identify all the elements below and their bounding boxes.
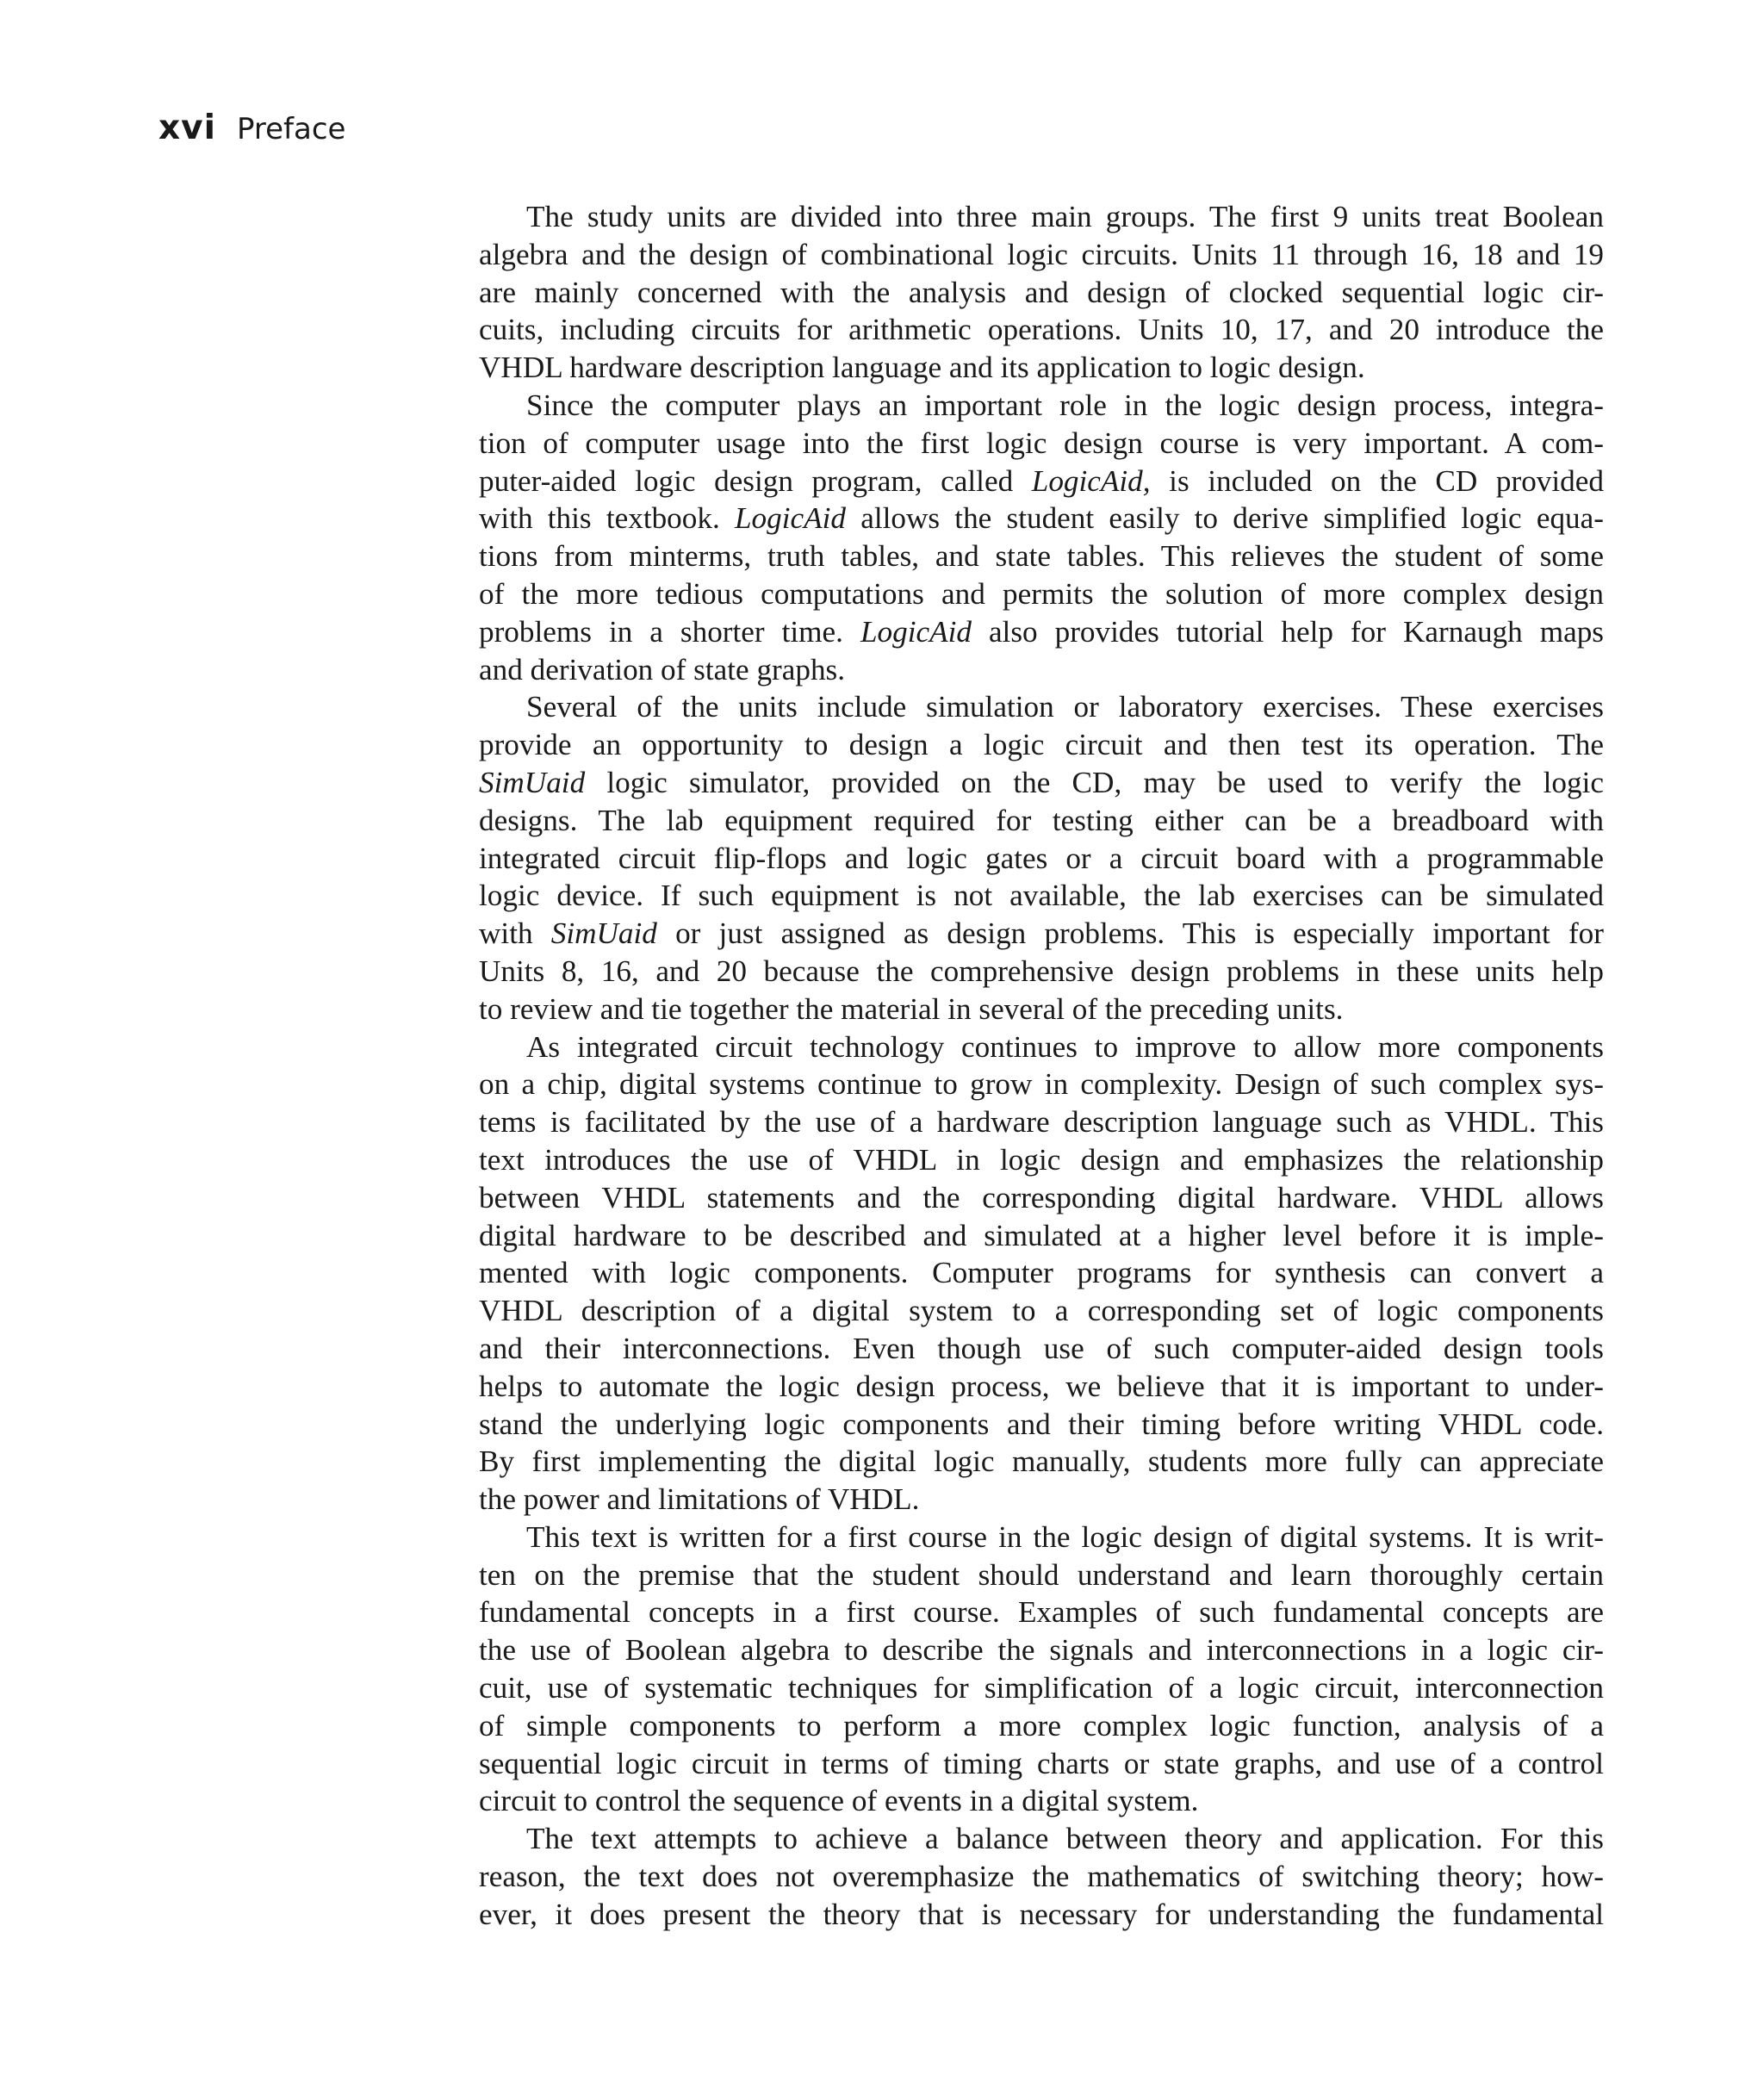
paragraph [479, 1519, 1604, 1820]
text-line: This text is written for a first course in the logic design of digital systems. It is writ- [526, 1519, 1604, 1554]
paragraph [479, 688, 1604, 1028]
text-line: The study units are divided into three main groups. The first 9 units treat Boolean [526, 200, 1604, 233]
text-line: helps to automate the logic design process, we believe that it is important to under- [479, 1369, 1604, 1403]
text-line: tems is facilitated by the use of a hardware description language such as VHDL. This [479, 1105, 1604, 1140]
text-line: with SimUaid or just assigned as design problems. This is especially important for [479, 916, 1604, 951]
italic-term: LogicAid, [1031, 463, 1151, 498]
running-head: Preface [236, 112, 346, 146]
text-line: cuit, use of systematic techniques for simplification of a logic circuit, interconnection [479, 1671, 1604, 1705]
italic-term: SimUaid [479, 765, 586, 799]
text-line: Units 8, 16, and 20 because the comprehensive design problems in these units help [479, 954, 1604, 988]
text-line: tions from minterms, truth tables, and state tables. This relieves the student of some [479, 539, 1604, 574]
text-line: digital hardware to be described and simulated at a higher level before it is imple- [479, 1218, 1604, 1252]
text-line: circuit to control the sequence of events in a digital system. [479, 1784, 1199, 1818]
text-line: are mainly concerned with the analysis and design of clocked sequential logic cir- [479, 275, 1604, 309]
page-number: xvi [158, 109, 216, 147]
text-line: Since the computer plays an important role in the logic design process, integra- [526, 388, 1604, 422]
body-text [479, 198, 1604, 1934]
text-line: fundamental concepts in a first course. Examples of such fundamental concepts are [479, 1595, 1604, 1630]
text-line: on a chip, digital systems continue to grow in complexity. Design of such complex sys- [479, 1067, 1604, 1102]
text-line: algebra and the design of combinational logic circuits. Units 11 through 16, 18 and 19 [479, 237, 1604, 271]
paragraph [479, 1820, 1604, 1933]
text-line: sequential logic circuit in terms of timing charts or state graphs, and use of a control [479, 1746, 1604, 1780]
text-line: stand the underlying logic components and their timing before writing VHDL code. [479, 1407, 1604, 1441]
text-line: logic device. If such equipment is not available, the lab exercises can be simulated [479, 879, 1604, 913]
italic-term: LogicAid [860, 614, 972, 649]
text-line: text introduces the use of VHDL in logic design and emphasizes the relationship [479, 1142, 1604, 1177]
text-line: By first implementing the digital logic manually, students more fully can appreciate [479, 1444, 1604, 1479]
text-line: and derivation of state graphs. [479, 652, 846, 686]
paragraph [479, 387, 1604, 688]
text-line: puter-aided logic design program, called LogicAid, is included on the CD provided [479, 463, 1604, 498]
text-line: the power and limitations of VHDL. [479, 1482, 920, 1517]
paragraph [479, 1028, 1604, 1519]
text-line: tion of computer usage into the first logic design course is very important. A com- [479, 426, 1604, 460]
paragraph [479, 198, 1604, 387]
text-line: of simple components to perform a more complex logic function, analysis of a [479, 1708, 1604, 1742]
text-line: integrated circuit flip-flops and logic gates or a circuit board with a programmable [479, 841, 1604, 875]
text-line: SimUaid logic simulator, provided on the CD, may be used to verify the logic [479, 765, 1604, 799]
text-line: and their interconnections. Even though use of such computer-aided design tools [479, 1331, 1604, 1365]
text-line: of the more tedious computations and permits the solution of more complex design [479, 576, 1604, 611]
text-line: VHDL hardware description language and its application to logic design. [479, 351, 1365, 385]
italic-term: LogicAid [734, 501, 846, 536]
text-line: Several of the units include simulation or laboratory exercises. These exercises [526, 690, 1604, 724]
text-line: The text attempts to achieve a balance between theory and application. For this [526, 1822, 1604, 1856]
text-line: mented with logic components. Computer programs for synthesis can convert a [479, 1256, 1604, 1290]
text-line: problems in a shorter time. LogicAid also provides tutorial help for Karnaugh maps [479, 614, 1604, 649]
text-line: reason, the text does not overemphasize the mathematics of switching theory; how- [479, 1860, 1604, 1894]
italic-term: SimUaid [550, 916, 657, 951]
text-line: provide an opportunity to design a logic circuit and then test its operation. The [479, 728, 1604, 762]
text-line: cuits, including circuits for arithmetic operations. Units 10, 17, and 20 introduce the [479, 313, 1604, 347]
text-line: the use of Boolean algebra to describe the signals and interconnections in a logic cir- [479, 1633, 1604, 1668]
text-line: with this textbook. LogicAid allows the student easily to derive simplified logic equa- [479, 501, 1604, 536]
text-line: designs. The lab equipment required for testing either can be a breadboard with [479, 803, 1604, 837]
text-line: between VHDL statements and the corresponding digital hardware. VHDL allows [479, 1180, 1604, 1214]
text-line: ten on the premise that the student should understand and learn thoroughly certain [479, 1557, 1604, 1592]
page-header [158, 109, 345, 147]
text-line: ever, it does present the theory that is necessary for understanding the fundamental [479, 1897, 1604, 1931]
text-line: VHDL description of a digital system to a corresponding set of logic components [479, 1294, 1604, 1328]
text-line: As integrated circuit technology continues to improve to allow more components [526, 1029, 1604, 1064]
text-line: to review and tie together the material in several of the preceding units. [479, 991, 1344, 1026]
